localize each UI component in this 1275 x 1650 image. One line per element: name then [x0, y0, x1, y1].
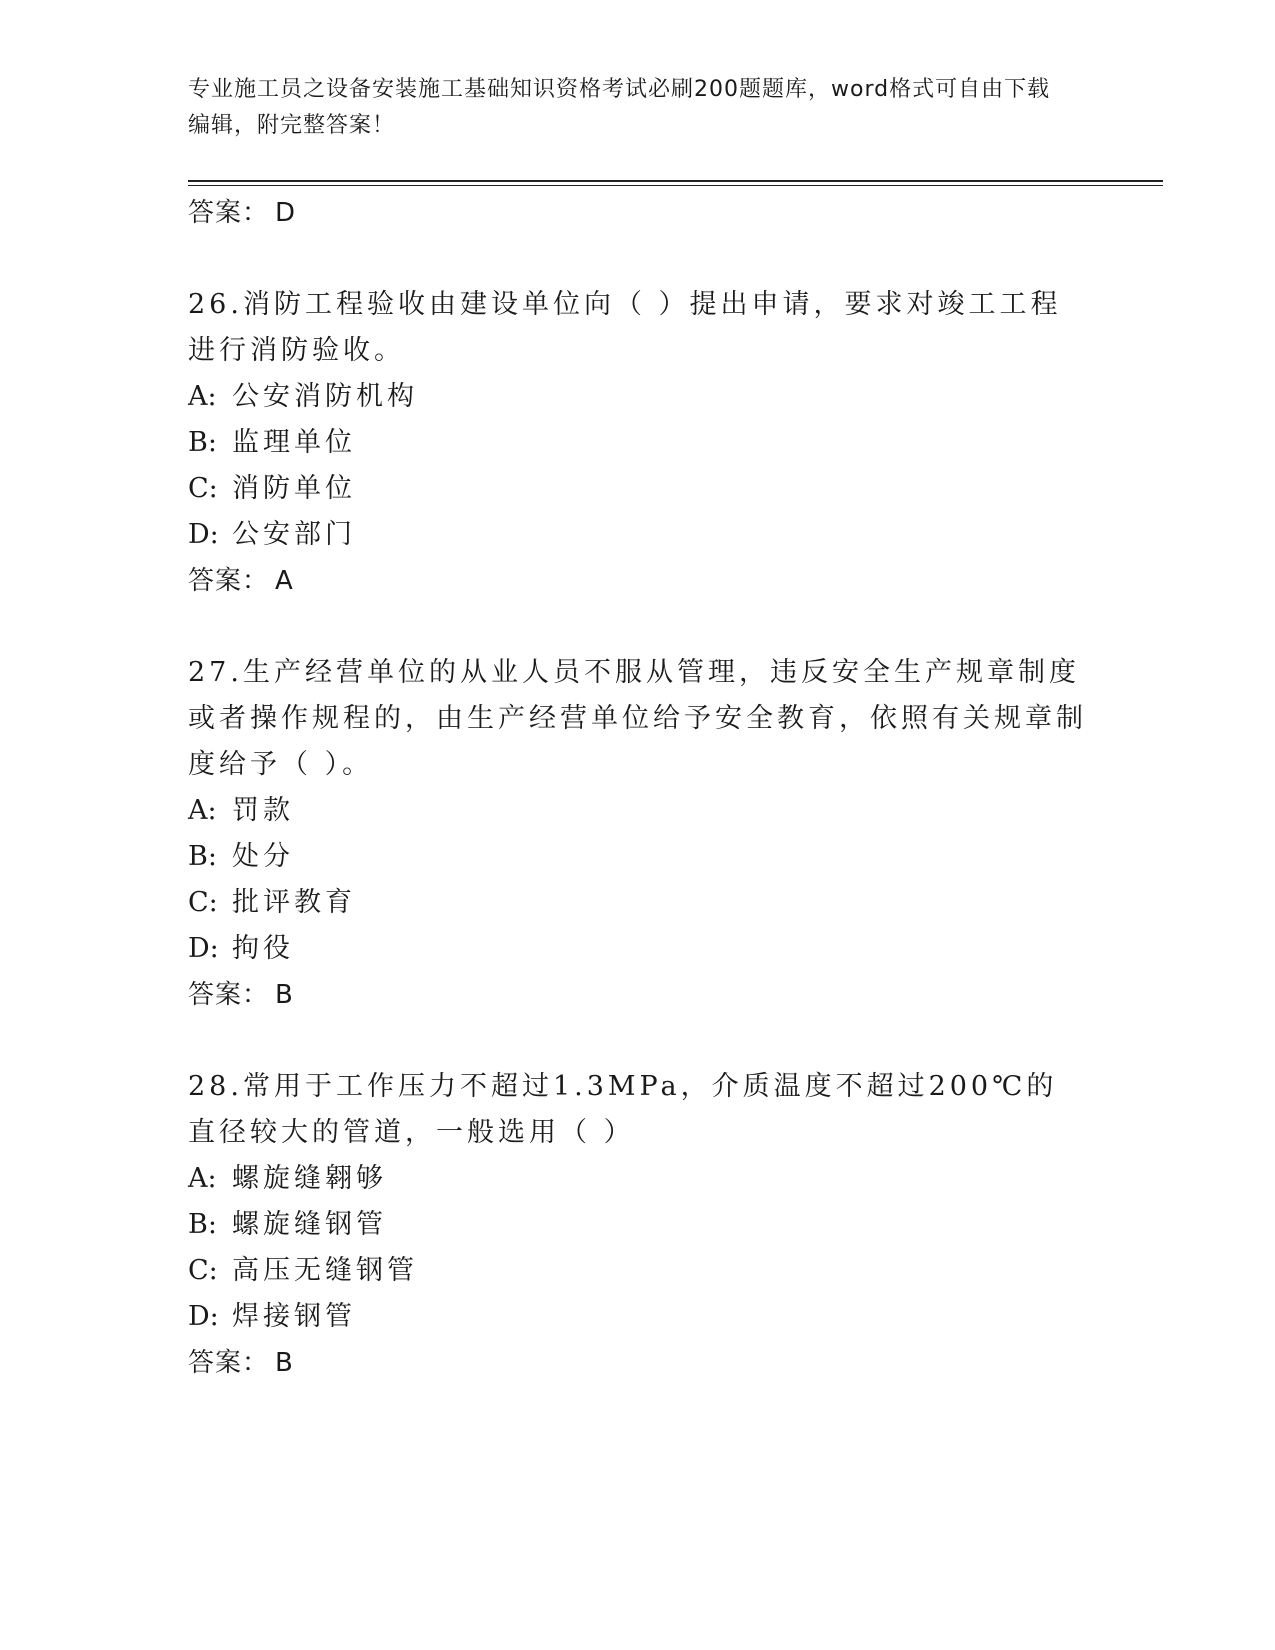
- option-text: 批评教育: [232, 887, 356, 918]
- option-a: [188, 788, 1088, 834]
- option-b: [188, 420, 1088, 466]
- document-header: 专业施工员之设备安装施工基础知识资格考试必刷200题题库，word格式可自由下载编辑，附完整答案！: [188, 77, 1051, 138]
- option-letter: D:: [188, 933, 219, 964]
- document-body: [188, 190, 1088, 1386]
- option-text: 高压无缝钢管: [232, 1255, 418, 1286]
- question-27: [188, 650, 1088, 1018]
- option-d: [188, 512, 1088, 558]
- answer-line: [188, 190, 1088, 236]
- answer-line: [188, 972, 1088, 1018]
- header-rule-thin: [188, 185, 1163, 186]
- option-letter: A:: [188, 1163, 217, 1194]
- answer-label: 答案：: [188, 566, 270, 596]
- answer-label: 答案：: [188, 198, 270, 228]
- option-d: [188, 1294, 1088, 1340]
- option-letter: C:: [188, 473, 218, 504]
- question-26: [188, 282, 1088, 604]
- option-a: [188, 1156, 1088, 1202]
- option-letter: D:: [188, 1301, 219, 1332]
- option-text: 公安消防机构: [232, 381, 418, 412]
- question-stem: 27.生产经营单位的从业人员不服从管理，违反安全生产规章制度或者操作规程的，由生产经营单位给予安全教育，依照有关规章制度给予（ ）。: [188, 657, 1087, 780]
- option-text: 公安部门: [232, 519, 356, 550]
- option-text: 消防单位: [232, 473, 356, 504]
- option-letter: A:: [188, 381, 217, 412]
- option-text: 焊接钢管: [232, 1301, 356, 1332]
- question-28: [188, 1064, 1088, 1386]
- option-letter: B:: [188, 841, 217, 872]
- option-text: 螺旋缝钢管: [232, 1209, 387, 1240]
- option-c: [188, 466, 1088, 512]
- answer-line: [188, 1340, 1088, 1386]
- answer-value: D: [275, 198, 297, 228]
- option-text: 罚款: [232, 795, 294, 826]
- option-text: 监理单位: [232, 427, 356, 458]
- answer-line: [188, 558, 1088, 604]
- answer-label: 答案：: [188, 980, 270, 1010]
- option-letter: D:: [188, 519, 219, 550]
- option-text: 螺旋缝翱够: [232, 1163, 387, 1194]
- option-letter: C:: [188, 887, 218, 918]
- option-d: [188, 926, 1088, 972]
- question-stem: 26.消防工程验收由建设单位向（ ）提出申请，要求对竣工工程进行消防验收。: [188, 289, 1062, 366]
- answer-value: B: [275, 1348, 294, 1378]
- option-text: 处分: [232, 841, 294, 872]
- answer-label: 答案：: [188, 1348, 270, 1378]
- answer-value: A: [275, 566, 294, 596]
- question-stem: 28.常用于工作压力不超过1.3MPa，介质温度不超过200℃的直径较大的管道，一般选用（ ）: [188, 1071, 1058, 1148]
- option-letter: C:: [188, 1255, 218, 1286]
- option-b: [188, 1202, 1088, 1248]
- answer-value: B: [275, 980, 294, 1010]
- option-c: [188, 1248, 1088, 1294]
- option-letter: B:: [188, 427, 217, 458]
- header-rule-thick: [188, 180, 1163, 182]
- option-b: [188, 834, 1088, 880]
- option-a: [188, 374, 1088, 420]
- option-c: [188, 880, 1088, 926]
- option-text: 拘役: [232, 933, 294, 964]
- option-letter: B:: [188, 1209, 217, 1240]
- option-letter: A:: [188, 795, 217, 826]
